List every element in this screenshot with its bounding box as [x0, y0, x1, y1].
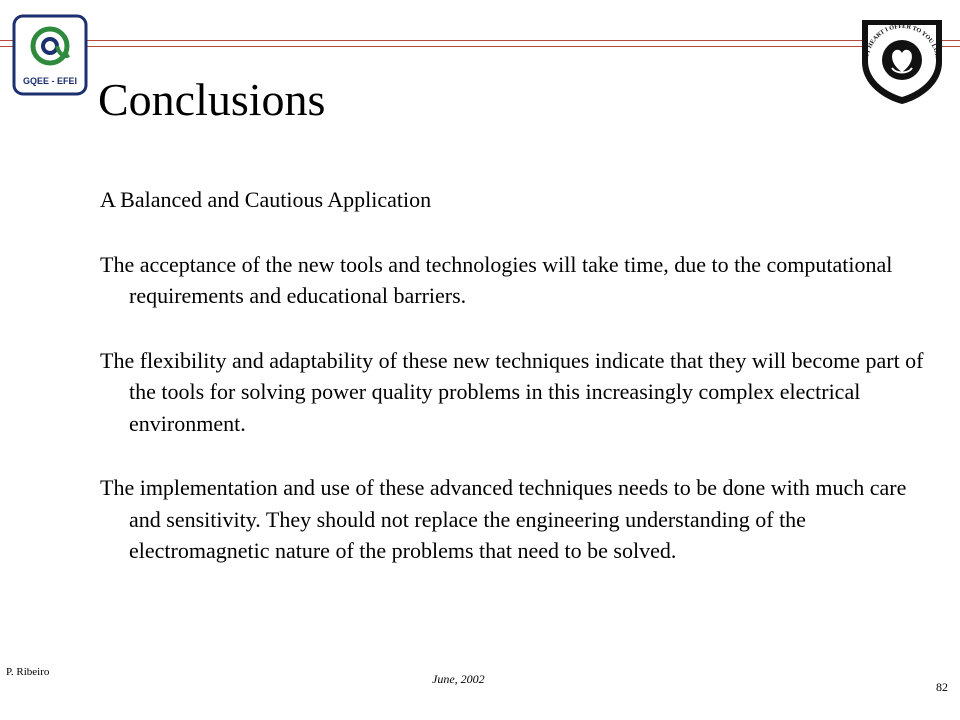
gqee-efei-logo — [12, 14, 88, 96]
seal-motto: MY HEART I OFFER TO YOU LORD — [862, 22, 942, 63]
seal-heart-icon — [856, 10, 948, 106]
paragraph-acceptance: The acceptance of the new tools and technologies will take time, due to the computational requirements and educational barriers. — [100, 251, 893, 308]
slide-body — [100, 184, 930, 600]
paragraph-flexibility: The flexibility and adaptability of these new techniques indicate that they will become part of the tools for solving power quality problems in this increasingly complex electrical environment. — [100, 347, 924, 436]
page-number: 82 — [936, 680, 948, 694]
slide-subtitle: A Balanced and Cautious Application — [100, 187, 432, 212]
gqee-efei-logo-icon — [12, 14, 88, 96]
logo-left-text: GQEE - EFEI — [22, 76, 78, 86]
paragraph-implementation: The implementation and use of these advanced techniques needs to be done with much care and sensitivity. They should not replace the engineering understanding of the electromagnetic nature of the problems that need to be solved. — [100, 475, 907, 563]
heart-seal-emblem — [856, 10, 948, 106]
footer-date: June, 2002 — [432, 672, 485, 686]
slide-title: Conclusions — [98, 74, 326, 125]
footer-author: P. Ribeiro — [6, 666, 50, 678]
header-rule-bottom — [0, 46, 960, 47]
header-rule-top — [0, 40, 960, 41]
